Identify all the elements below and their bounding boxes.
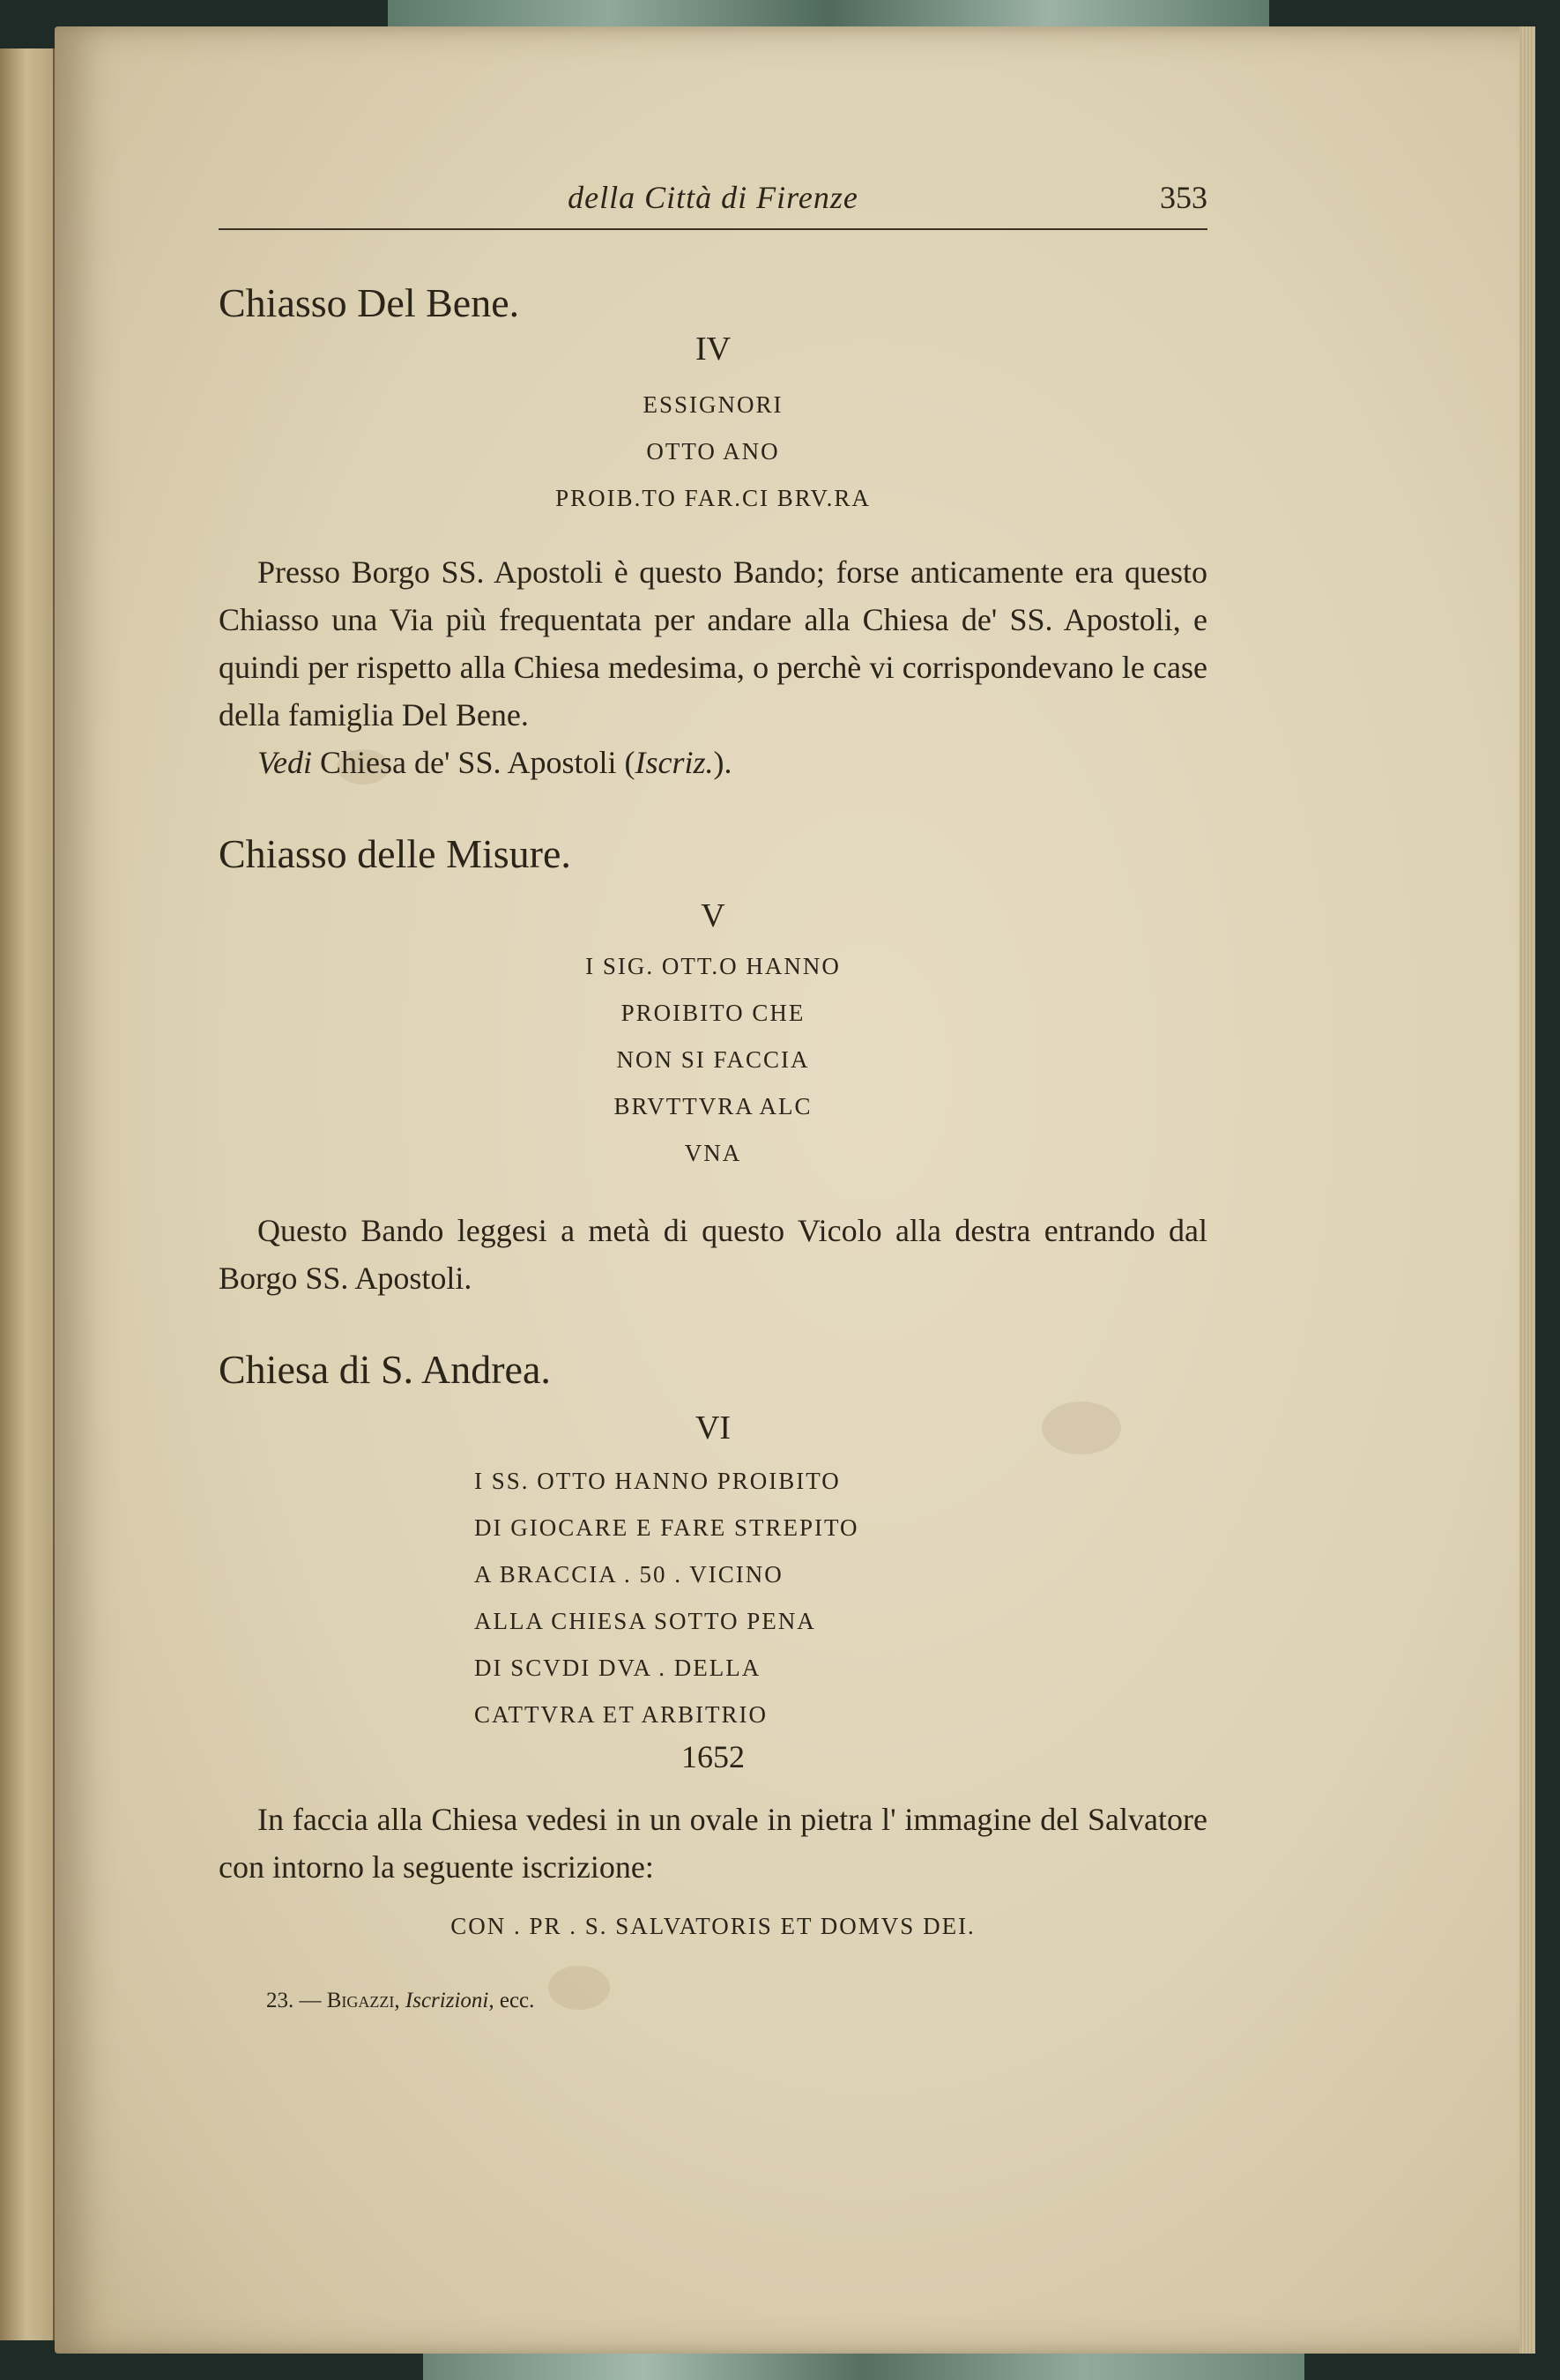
inscription-line: NON SI FACCIA [616,1046,810,1074]
inscription-line: DI GIOCARE E FARE STREPITO [474,1514,859,1541]
inscription-line: OTTO ANO [646,438,780,465]
inscription-year: 1652 [681,1738,745,1774]
printer-signature [266,1988,1207,2014]
inscription-block [219,943,1207,1177]
section-title-chiasso-del-bene: Chiasso Del Bene. [219,280,520,325]
inscription-line: I SIG. OTT.O HANNO [585,953,841,980]
inscription-block [474,1458,1207,1738]
inscription-line: PROIBITO CHE [620,1000,806,1027]
page-content [219,172,1207,2014]
page-number: 353 [1160,180,1207,215]
inscription-line: BRVTTVRA ALC [613,1093,813,1120]
running-header [219,172,1207,230]
inscription-line: ESSIGNORI [643,391,784,419]
vedi-close: ). [713,745,732,781]
vedi-text: Chiesa de' SS. Apostoli ( [311,745,635,781]
body-paragraph: Questo Bando leggesi a metà di questo Vicolo alla destra entrando dal Borgo SS. Apostoli. [219,1213,1207,1297]
inscription-number: V [701,896,725,934]
running-title: della Città di Firenze [568,180,858,215]
signature-tail: ecc. [494,1988,535,2012]
closing-inscription: CON . PR . S. SALVATORIS ET DOMVS DEI. [450,1912,976,1939]
page-block-edge [1519,26,1535,2354]
body-paragraph: Presso Borgo SS. Apostoli è questo Bando; forse anticamente era questo Chiasso una Via più frequentata per andare alla Chiesa de' SS. Apostoli, e quindi per rispetto alla Chiesa medesima, o perchè vi corrispondevano le case della famiglia Del Bene. [219,554,1207,733]
inscription-number: VI [695,1409,732,1447]
inscription-line: A BRACCIA . 50 . VICINO [474,1560,784,1588]
signature-work: Iscrizioni, [405,1988,494,2012]
inscription-number: IV [695,330,732,368]
signature-author: Bigazzi, [326,1988,405,2012]
inscription-line: VNA [684,1140,742,1167]
section-title-chiesa-di-s-andrea: Chiesa di S. Andrea. [219,1347,551,1393]
cross-reference [219,739,1207,786]
inscription-line: CATTVRA ET ARBITRIO [474,1700,769,1728]
facing-page-edge [0,48,55,2340]
inscription-line: I SS. OTTO HANNO PROIBITO [474,1467,841,1494]
inscription-line: DI SCVDI DVA . DELLA [474,1654,761,1681]
inscription-line: PROIB.TO FAR.CI BRV.RA [555,485,871,512]
body-paragraph: In faccia alla Chiesa vedesi in un ovale in pietra l' immagine del Salvatore con intorno la seguente iscrizione: [219,1801,1207,1885]
vedi-italic: Iscriz. [635,745,714,781]
section-title-chiasso-delle-misure: Chiasso delle Misure. [219,831,571,877]
inscription-line: ALLA CHIESA SOTTO PENA [474,1607,816,1634]
vedi-word: Vedi [257,745,312,781]
inscription-block [219,382,1207,522]
signature-number: 23. — [266,1988,327,2012]
